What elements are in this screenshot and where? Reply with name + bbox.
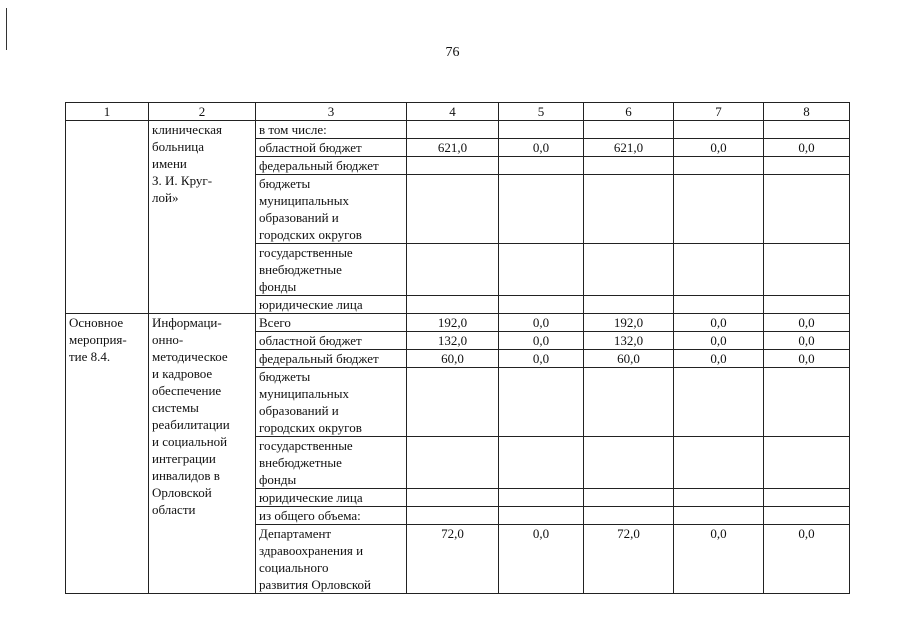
value-cell: 60,0 [407, 350, 499, 368]
value-cell [584, 175, 674, 244]
value-cell: 60,0 [584, 350, 674, 368]
header-cell: 6 [584, 103, 674, 121]
value-cell [764, 244, 850, 296]
value-cell [499, 489, 584, 507]
value-cell [764, 175, 850, 244]
value-cell [584, 157, 674, 175]
row-label: бюджеты муниципальных образований и городских округов [256, 175, 407, 244]
row-label: юридические лица [256, 296, 407, 314]
value-cell [499, 244, 584, 296]
value-cell: 0,0 [674, 525, 764, 594]
row-label: из общего объема: [256, 507, 407, 525]
value-cell [584, 244, 674, 296]
value-cell [764, 507, 850, 525]
value-cell [407, 368, 499, 437]
value-cell [407, 244, 499, 296]
value-cell [674, 121, 764, 139]
value-cell [674, 175, 764, 244]
value-cell: 0,0 [674, 314, 764, 332]
row-label: федеральный бюджет [256, 157, 407, 175]
row-label: в том числе: [256, 121, 407, 139]
value-cell [674, 368, 764, 437]
value-cell [499, 437, 584, 489]
value-cell [584, 121, 674, 139]
value-cell: 0,0 [499, 525, 584, 594]
value-cell [407, 175, 499, 244]
row-label: государственные внебюджетные фонды [256, 244, 407, 296]
row-label: Департамент здравоохранения и социального развития Орловской [256, 525, 407, 594]
value-cell [499, 507, 584, 525]
value-cell [499, 121, 584, 139]
value-cell [764, 157, 850, 175]
value-cell: 0,0 [674, 139, 764, 157]
row-label: областной бюджет [256, 139, 407, 157]
value-cell: 621,0 [584, 139, 674, 157]
header-cell: 7 [674, 103, 764, 121]
row-label: государственные внебюджетные фонды [256, 437, 407, 489]
value-cell [407, 489, 499, 507]
header-cell: 5 [499, 103, 584, 121]
table-row [66, 314, 850, 332]
value-cell [764, 437, 850, 489]
value-cell [764, 296, 850, 314]
value-cell: 132,0 [407, 332, 499, 350]
value-cell [407, 437, 499, 489]
block2-col1-cell: Основное мероприя- тие 8.4. [66, 314, 149, 594]
value-cell [407, 157, 499, 175]
value-cell: 72,0 [407, 525, 499, 594]
budget-table [65, 102, 850, 594]
value-cell [499, 296, 584, 314]
value-cell [584, 368, 674, 437]
table-row [66, 121, 850, 139]
value-cell [674, 244, 764, 296]
value-cell [674, 489, 764, 507]
value-cell [407, 507, 499, 525]
value-cell: 0,0 [764, 139, 850, 157]
value-cell: 0,0 [499, 314, 584, 332]
value-cell [584, 507, 674, 525]
row-label: бюджеты муниципальных образований и городских округов [256, 368, 407, 437]
header-cell: 3 [256, 103, 407, 121]
value-cell: 192,0 [407, 314, 499, 332]
header-row [66, 103, 850, 121]
block2-col2-cell: Информаци- онно- методическое и кадровое обеспечение системы реабилитации и социальной интеграции инвалидов в Орловской области [149, 314, 256, 594]
value-cell [584, 296, 674, 314]
value-cell [674, 157, 764, 175]
scan-margin-line [6, 8, 7, 50]
header-cell: 2 [149, 103, 256, 121]
value-cell: 0,0 [764, 525, 850, 594]
value-cell [407, 296, 499, 314]
value-cell [499, 175, 584, 244]
row-label: юридические лица [256, 489, 407, 507]
value-cell [584, 489, 674, 507]
value-cell [674, 507, 764, 525]
value-cell: 0,0 [499, 332, 584, 350]
value-cell: 132,0 [584, 332, 674, 350]
value-cell: 0,0 [499, 350, 584, 368]
value-cell: 72,0 [584, 525, 674, 594]
header-cell: 1 [66, 103, 149, 121]
header-cell: 4 [407, 103, 499, 121]
value-cell: 621,0 [407, 139, 499, 157]
value-cell [674, 437, 764, 489]
value-cell [764, 368, 850, 437]
value-cell [584, 437, 674, 489]
block1-col1-cell [66, 121, 149, 314]
value-cell: 192,0 [584, 314, 674, 332]
row-label: Всего [256, 314, 407, 332]
page-number: 76 [445, 45, 460, 60]
value-cell [407, 121, 499, 139]
value-cell: 0,0 [764, 332, 850, 350]
row-label: областной бюджет [256, 332, 407, 350]
row-label: федеральный бюджет [256, 350, 407, 368]
value-cell [499, 368, 584, 437]
value-cell: 0,0 [499, 139, 584, 157]
value-cell: 0,0 [674, 350, 764, 368]
header-cell: 8 [764, 103, 850, 121]
block1-col2-cell: клиническая больница имени З. И. Круг- лой» [149, 121, 256, 314]
value-cell: 0,0 [674, 332, 764, 350]
value-cell: 0,0 [764, 314, 850, 332]
value-cell: 0,0 [764, 350, 850, 368]
value-cell [674, 296, 764, 314]
value-cell [764, 489, 850, 507]
value-cell [764, 121, 850, 139]
value-cell [499, 157, 584, 175]
